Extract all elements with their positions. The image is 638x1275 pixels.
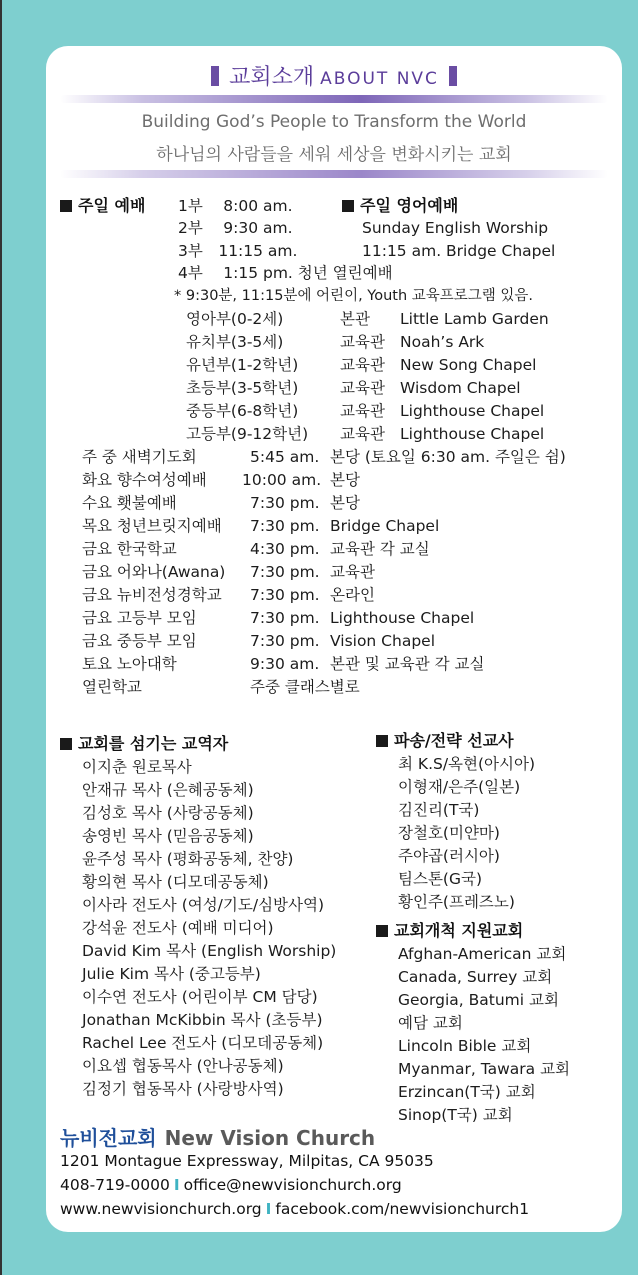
service-time: 2부 9:30 am. (178, 219, 293, 237)
weekly-place: 교육관 (330, 563, 375, 581)
dept-room: Lighthouse Chapel (400, 402, 545, 420)
weekly-time: 7:30 pm. (250, 517, 320, 535)
weekly-place: 본당 (330, 471, 360, 489)
missionaries-heading: 파송/전략 선교사 (376, 731, 514, 751)
dept-name: 중등부(6-8학년) (186, 402, 299, 420)
church-name (60, 1122, 375, 1151)
website-link[interactable]: www.newvisionchurch.org (60, 1200, 262, 1218)
staff-member: 김성호 목사 (사랑공동체) (82, 804, 254, 822)
dept-room: Wisdom Chapel (400, 379, 521, 397)
weekly-place: 교육관 각 교실 (330, 540, 430, 558)
square-bullet-icon (60, 200, 72, 212)
planting-church: Afghan-American 교회 (398, 945, 567, 963)
weekly-place: 본당 (330, 494, 360, 512)
weekly-time: 7:30 pm. (250, 563, 320, 581)
planting-church: Lincoln Bible 교회 (398, 1037, 532, 1055)
weekly-name: 토요 노아대학 (82, 655, 177, 673)
dept-name: 유치부(3-5세) (186, 333, 284, 351)
dept-building: 교육관 (340, 402, 385, 420)
church-name-korean: 뉴비전교회 (60, 1126, 157, 1150)
staff-member: 이수연 전도사 (어린이부 CM 담당) (82, 988, 318, 1006)
staff-member: 이요셉 협동목사 (안나공동체) (82, 1057, 284, 1075)
missionary: 황인주(프레즈노) (398, 893, 515, 911)
dept-name: 유년부(1-2학년) (186, 356, 299, 374)
weekly-time: 7:30 pm. (250, 586, 320, 604)
contact-line (60, 1176, 402, 1194)
section-header (46, 60, 622, 91)
staff-member: 김정기 협동목사 (사랑방사역) (82, 1080, 284, 1098)
planting-heading: 교회개척 지원교회 (376, 921, 523, 941)
dept-building: 교육관 (340, 356, 385, 374)
planting-church: Canada, Surrey 교회 (398, 968, 553, 986)
service-time: 4부 1:15 pm. 청년 열린예배 (178, 264, 393, 282)
dept-name: 고등부(9-12학년) (186, 425, 309, 443)
missionary: 팀스톤(G국) (398, 870, 482, 888)
phone-number[interactable]: 408-719-0000 (60, 1176, 170, 1194)
square-bullet-icon (376, 735, 388, 747)
dept-name: 영아부(0-2세) (186, 310, 284, 328)
weekly-time: 10:00 am. (242, 471, 322, 489)
weekly-time: 7:30 pm. (250, 494, 320, 512)
weekly-name: 목요 청년브릿지예배 (82, 517, 222, 535)
english-worship-heading: 주일 영어예배 (342, 196, 458, 216)
header-bar-right (449, 66, 457, 86)
missionary: 주야곱(러시아) (398, 847, 500, 865)
info-card (46, 46, 622, 1232)
staff-member: 황의현 목사 (디모데공동체) (82, 873, 269, 891)
planting-church: 예담 교회 (398, 1014, 463, 1032)
english-worship-line: Sunday English Worship (362, 219, 549, 237)
weekly-time: 7:30 pm. (250, 632, 320, 650)
missionary: 이형재/은주(일본) (398, 778, 521, 796)
weekly-place: Bridge Chapel (330, 517, 440, 535)
planting-church: Myanmar, Tawara 교회 (398, 1060, 571, 1078)
weekly-name: 화요 향수여성예배 (82, 471, 207, 489)
weekly-name: 주 중 새벽기도회 (82, 448, 197, 466)
service-time: 3부 11:15 am. (178, 242, 298, 260)
staff-member: 이사라 전도사 (여성/기도/심방사역) (82, 896, 325, 914)
title-english: ABOUT NVC (320, 69, 439, 89)
staff-member: Rachel Lee 전도사 (디모데공동체) (82, 1034, 324, 1052)
church-address: 1201 Montague Expressway, Milpitas, CA 95035 (60, 1152, 434, 1170)
square-bullet-icon (342, 200, 354, 212)
motto-korean: 하나님의 사람들을 세워 세상을 변화시키는 교회 (156, 145, 512, 165)
planting-church: Erzincan(T국) 교회 (398, 1083, 536, 1101)
weekly-place: Vision Chapel (330, 632, 436, 650)
sunday-worship-heading: 주일 예배 (60, 196, 145, 216)
weekly-name: 수요 횃불예배 (82, 494, 177, 512)
separator: I (265, 1200, 272, 1218)
staff-member: 강석윤 전도사 (예배 미디어) (82, 919, 274, 937)
dept-room: Lighthouse Chapel (400, 425, 545, 443)
planting-church: Sinop(T국) 교회 (398, 1106, 513, 1124)
dept-building: 교육관 (340, 379, 385, 397)
facebook-link[interactable]: facebook.com/newvisionchurch1 (275, 1200, 530, 1218)
weekly-name: 열린학교 (82, 678, 142, 696)
square-bullet-icon (60, 738, 72, 750)
dept-building: 본관 (340, 310, 370, 328)
weekly-place: 온라인 (330, 586, 375, 604)
staff-member: Julie Kim 목사 (중고등부) (82, 965, 261, 983)
missionary: 김진리(T국) (398, 801, 480, 819)
dept-name: 초등부(3-5학년) (186, 379, 299, 397)
missionary: 장철호(미얀마) (398, 824, 500, 842)
left-border (0, 0, 2, 1275)
square-bullet-icon (376, 925, 388, 937)
english-worship-line: 11:15 am. Bridge Chapel (362, 242, 556, 260)
email-link[interactable]: office@newvisionchurch.org (183, 1176, 402, 1194)
weekly-name: 금요 고등부 모임 (82, 609, 197, 627)
weekly-time: 주중 클래스별로 (250, 678, 360, 696)
weekly-time: 9:30 am. (250, 655, 320, 673)
missionary: 최 K.S/옥현(아시아) (398, 755, 536, 773)
weekly-place: 본관 및 교육관 각 교실 (330, 655, 485, 673)
dept-room: New Song Chapel (400, 356, 537, 374)
separator: I (173, 1176, 180, 1194)
staff-member: 안재규 목사 (은혜공동체) (82, 781, 254, 799)
weekly-time: 5:45 am. (250, 448, 320, 466)
dept-building: 교육관 (340, 425, 385, 443)
title-korean: 교회소개 (229, 65, 315, 90)
header-bar-left (211, 66, 219, 86)
weekly-name: 금요 뉴비전성경학교 (82, 586, 222, 604)
church-name-english: New Vision Church (164, 1126, 376, 1150)
service-time: 1부 8:00 am. (178, 197, 293, 215)
dept-room: Noah’s Ark (400, 333, 485, 351)
divider-top (60, 95, 608, 103)
motto-english: Building God’s People to Transform the World (141, 112, 527, 132)
dept-building: 교육관 (340, 333, 385, 351)
divider-bottom (60, 170, 608, 178)
staff-member: Jonathan McKibbin 목사 (초등부) (82, 1011, 323, 1029)
staff-member: 이지춘 원로목사 (82, 758, 192, 776)
weekly-name: 금요 한국학교 (82, 540, 177, 558)
staff-member: David Kim 목사 (English Worship) (82, 942, 337, 960)
weekly-place: Lighthouse Chapel (330, 609, 475, 627)
weekly-time: 4:30 pm. (250, 540, 320, 558)
dept-room: Little Lamb Garden (400, 310, 549, 328)
staff-member: 송영빈 목사 (믿음공동체) (82, 827, 254, 845)
staff-heading: 교회를 섬기는 교역자 (60, 734, 228, 754)
weekly-name: 금요 어와나(Awana) (82, 563, 226, 581)
weekly-place: 본당 (토요일 6:30 am. 주일은 쉼) (330, 448, 566, 466)
web-line (60, 1200, 529, 1218)
staff-member: 윤주성 목사 (평화공동체, 찬양) (82, 850, 294, 868)
weekly-time: 7:30 pm. (250, 609, 320, 627)
planting-church: Georgia, Batumi 교회 (398, 991, 559, 1009)
weekly-name: 금요 중등부 모임 (82, 632, 197, 650)
education-note: * 9:30분, 11:15분에 어린이, Youth 교육프로그램 있음. (174, 288, 534, 304)
